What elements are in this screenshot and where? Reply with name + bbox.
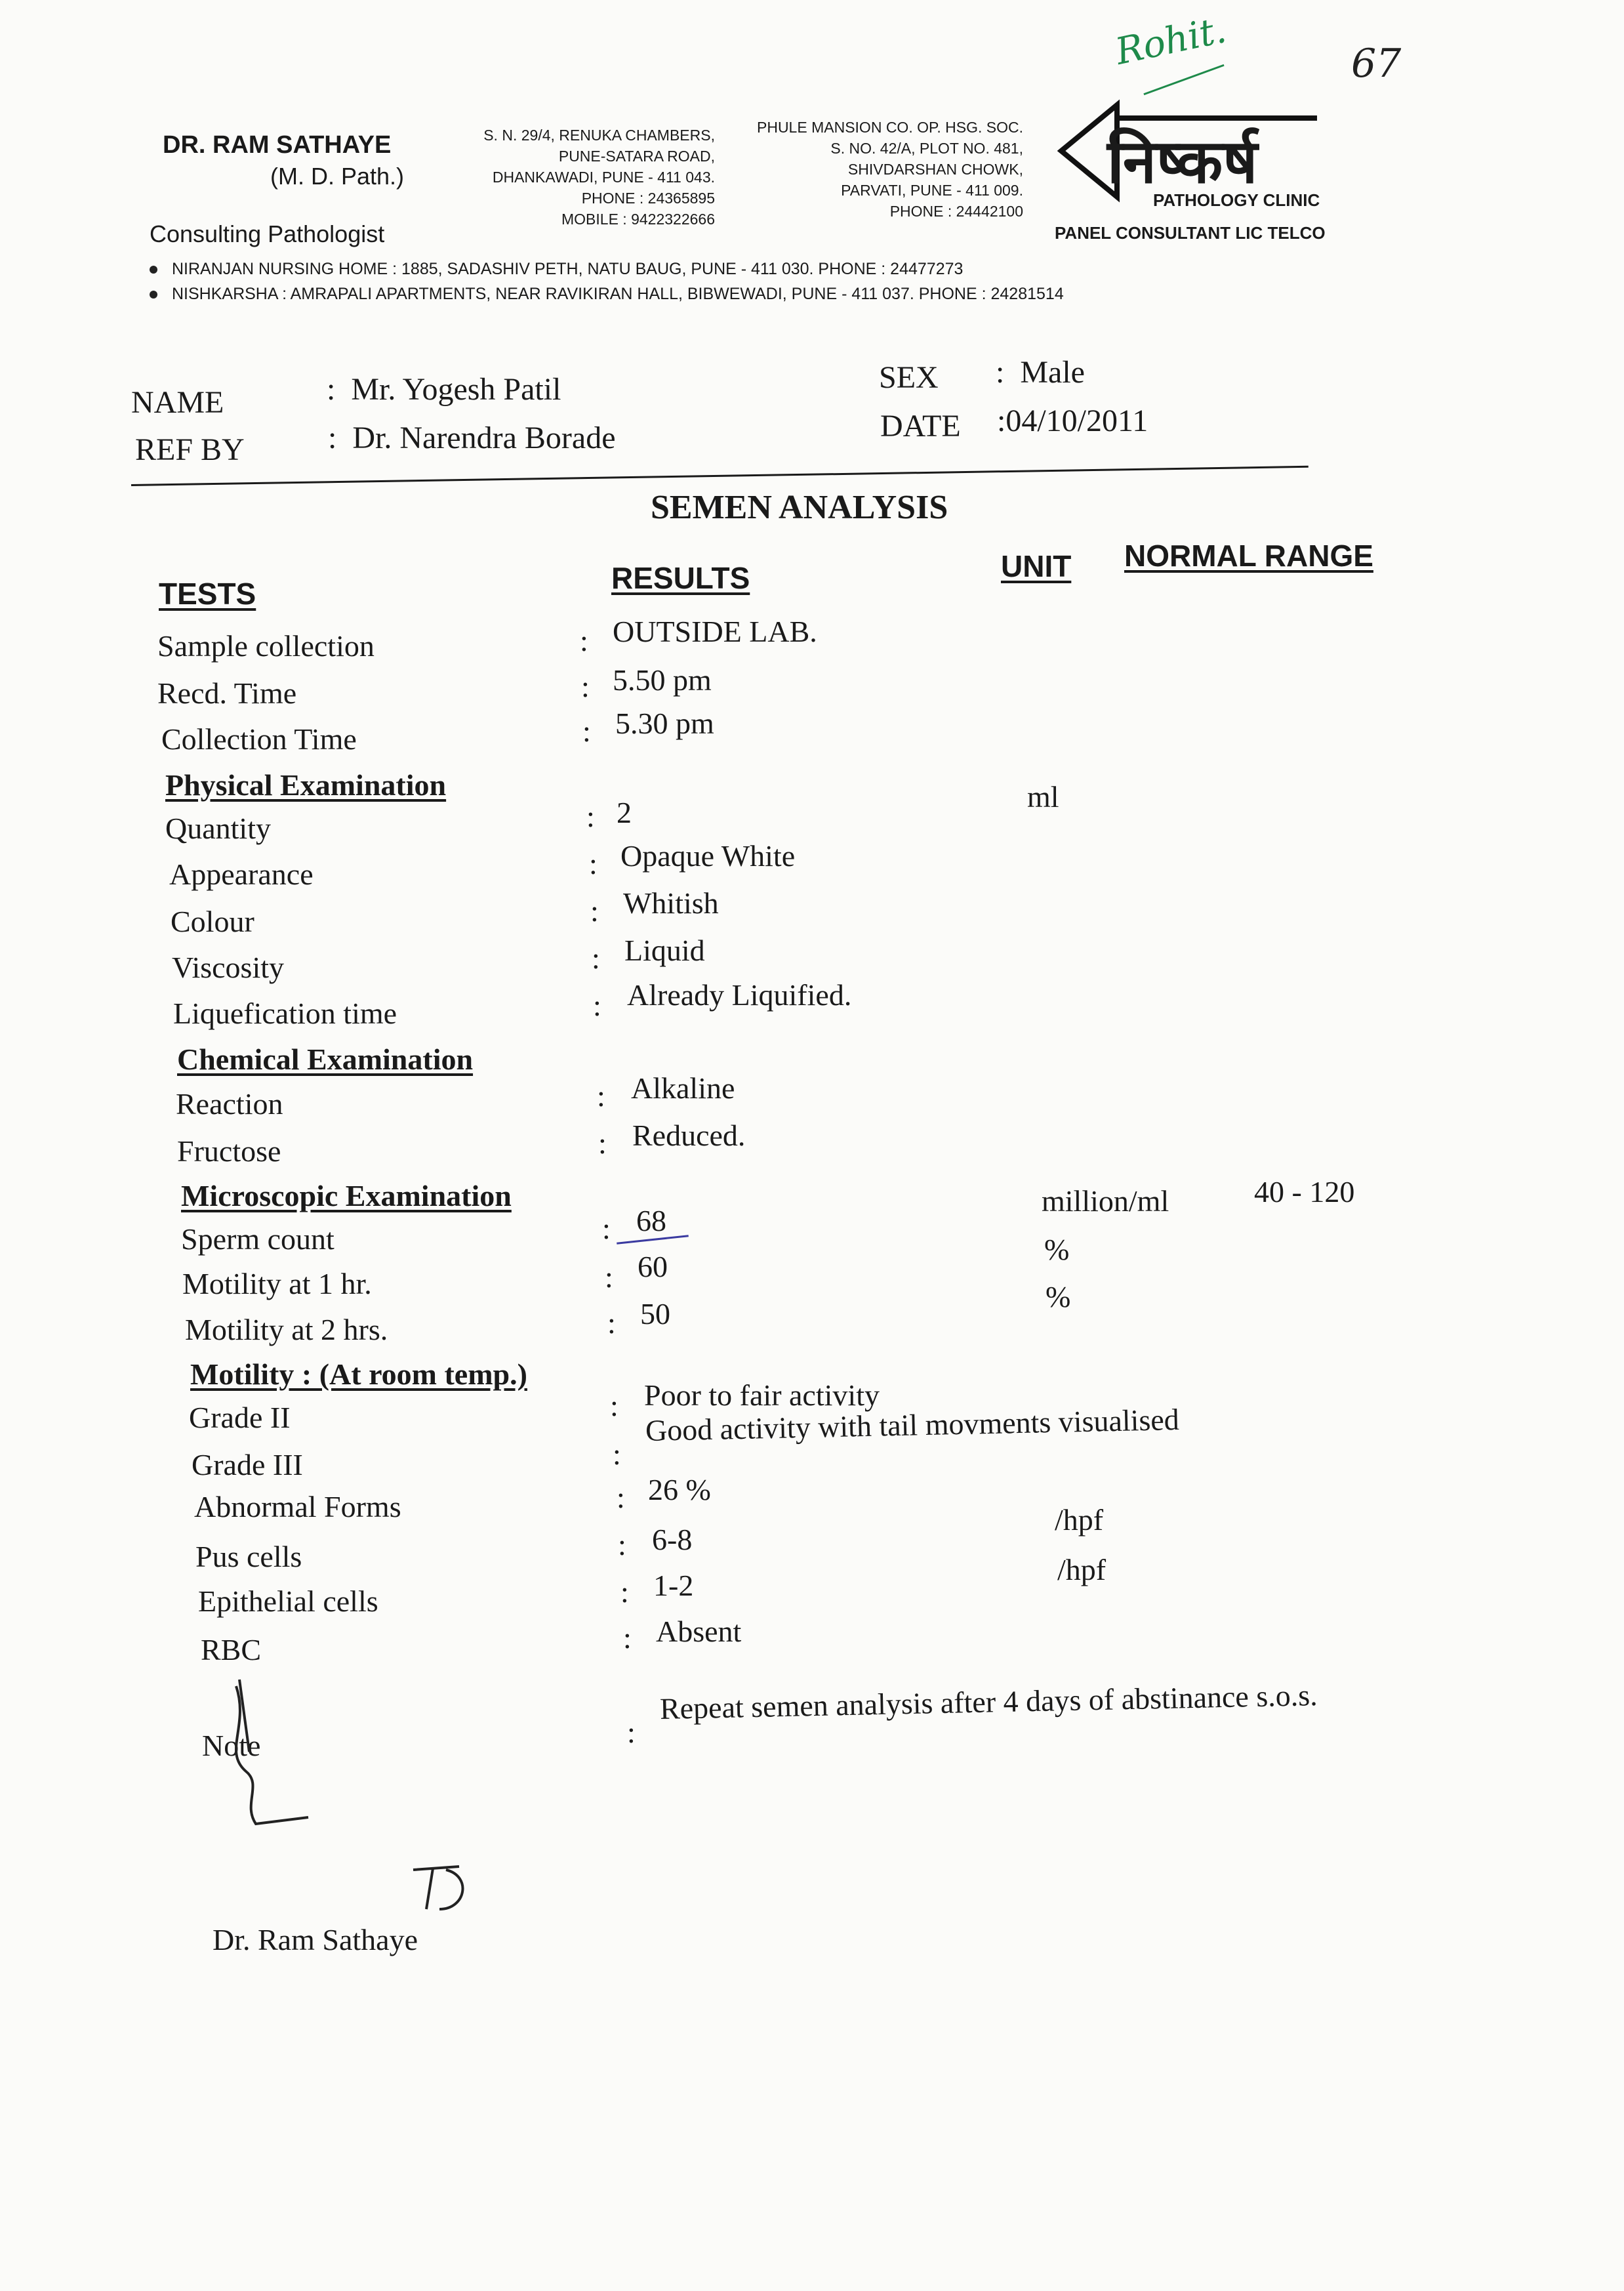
address-block-1: S. N. 29/4, RENUKA CHAMBERS, PUNE-SATARA ROAD, DHANKAWADI, PUNE - 411 043. PHONE : 24365895 MOBILE : 9422322666: [483, 127, 715, 228]
colon: :: [593, 989, 601, 1022]
bullet-icon: [150, 291, 157, 299]
branch-2-text: NISHKARSHA : AMRAPALI APARTMENTS, NEAR RAVIKIRAN HALL, BIBWEWADI, PUNE - 411 037. PHONE : 24281514: [172, 285, 1064, 303]
colon: :: [582, 714, 591, 748]
test-label: Colour: [171, 905, 254, 938]
name-value: : Mr. Yogesh Patil: [327, 372, 561, 407]
section-motility: Motility : (At room temp.): [190, 1357, 527, 1391]
section-physical: Physical Examination: [165, 768, 447, 802]
branch-line-1: [150, 260, 963, 279]
initials-signature-icon: [407, 1857, 479, 1922]
result-value: Alkaline: [631, 1071, 735, 1105]
test-label: Fructose: [177, 1134, 281, 1168]
branch-line-2: [150, 285, 1064, 304]
result-value: 60: [638, 1250, 668, 1283]
date-label: DATE: [880, 409, 961, 444]
handwritten-underline: [1143, 64, 1224, 95]
patient-name: Mr. Yogesh Patil: [351, 372, 561, 407]
col-normal-range: NORMAL RANGE: [1124, 539, 1373, 573]
result-value: Poor to fair activity: [644, 1378, 880, 1412]
test-label: Liquefication time: [173, 997, 397, 1030]
result-value: 2: [617, 796, 632, 829]
test-label: Grade II: [189, 1401, 291, 1434]
report-date: 04/10/2011: [1005, 403, 1148, 438]
colon: :: [580, 624, 588, 657]
result-value: Reduced.: [632, 1119, 746, 1152]
result-value: Whitish: [623, 886, 719, 920]
colon: :: [613, 1437, 621, 1471]
sex-value: : Male: [996, 355, 1085, 390]
panel-consultant: PANEL CONSULTANT LIC TELCO: [1055, 223, 1326, 243]
ref-doctor: Dr. Narendra Borade: [352, 421, 616, 455]
result-value: 26 %: [648, 1473, 711, 1506]
result-value: Liquid: [624, 934, 705, 967]
result-value: Opaque White: [620, 839, 796, 873]
signature-icon: [210, 1673, 321, 1830]
test-label: Reaction: [176, 1087, 283, 1121]
unit-value: ml: [1027, 780, 1059, 814]
doctor-role: Consulting Pathologist: [150, 220, 385, 247]
ref-label: REF BY: [135, 432, 245, 467]
result-value: 5.50 pm: [613, 663, 712, 697]
colon: :: [586, 800, 595, 833]
unit-value: million/ml: [1042, 1184, 1169, 1218]
test-label: Quantity: [165, 812, 271, 845]
section-microscopic: Microscopic Examination: [181, 1179, 512, 1212]
result-value: 1-2: [653, 1569, 694, 1602]
result-value: 50: [640, 1297, 670, 1331]
colon: :: [610, 1389, 619, 1422]
colon: :: [623, 1621, 632, 1655]
col-tests: TESTS: [159, 577, 256, 611]
signatory-name: Dr. Ram Sathaye: [213, 1923, 418, 1956]
sex-label: SEX: [879, 360, 939, 395]
date-value: :04/10/2011: [997, 403, 1148, 438]
ref-value: : Dr. Narendra Borade: [328, 421, 616, 455]
test-label: Motility at 1 hr.: [182, 1267, 372, 1300]
colon: :: [589, 847, 598, 880]
name-label: NAME: [131, 385, 224, 420]
header-divider: [131, 466, 1309, 486]
note-text: Repeat semen analysis after 4 days of abstinance s.o.s.: [659, 1678, 1318, 1725]
test-label: Sperm count: [181, 1222, 335, 1256]
doctor-degree: (M. D. Path.): [270, 163, 405, 190]
result-value: 68: [636, 1204, 666, 1237]
colon: :: [607, 1306, 616, 1340]
test-label: Epithelial cells: [198, 1584, 378, 1618]
colon: :: [592, 941, 600, 975]
page-number: 67: [1351, 41, 1402, 87]
colon: :: [602, 1212, 611, 1245]
colon: :: [617, 1481, 625, 1514]
note-label: Note: [202, 1729, 261, 1762]
colon: :: [598, 1126, 607, 1160]
test-label: Appearance: [169, 857, 314, 891]
test-label: Grade III: [192, 1448, 303, 1481]
colon: :: [581, 670, 590, 703]
colon: :: [627, 1716, 636, 1749]
range-value: 40 - 120: [1254, 1175, 1355, 1208]
report-title: SEMEN ANALYSIS: [651, 489, 948, 526]
clinic-logo: [1055, 98, 1330, 249]
unit-value: /hpf: [1055, 1503, 1104, 1537]
result-value: 6-8: [652, 1523, 693, 1556]
result-value: Absent: [656, 1615, 742, 1648]
handwritten-name: Rohit.: [1112, 9, 1230, 73]
colon: :: [597, 1079, 605, 1113]
test-label: Sample collection: [157, 629, 375, 663]
result-value: Good activity with tail movments visualised: [645, 1402, 1180, 1447]
address-block-2: PHULE MANSION CO. OP. HSG. SOC. S. NO. 42/A, PLOT NO. 481, SHIVDARSHAN CHOWK, PARVATI, PUNE - 411 009. PHONE : 24442100: [757, 119, 1023, 220]
doctor-name: DR. RAM SATHAYE: [163, 131, 392, 159]
logo-text: निष्कर्ष: [1107, 127, 1258, 197]
colon: :: [605, 1260, 613, 1294]
colon: :: [618, 1528, 626, 1561]
test-label: Motility at 2 hrs.: [185, 1313, 388, 1346]
branch-1-text: NIRANJAN NURSING HOME : 1885, SADASHIV PETH, NATU BAUG, PUNE - 411 030. PHONE : 24477273: [172, 260, 964, 278]
section-chemical: Chemical Examination: [177, 1042, 474, 1076]
unit-value: %: [1045, 1280, 1071, 1313]
test-label: RBC: [201, 1633, 262, 1666]
test-label: Pus cells: [195, 1540, 302, 1573]
colon: :: [590, 894, 599, 928]
test-label: Abnormal Forms: [194, 1490, 401, 1523]
col-unit: UNIT: [1001, 549, 1072, 583]
patient-sex: Male: [1020, 355, 1085, 390]
colon: :: [620, 1575, 629, 1609]
unit-value: /hpf: [1057, 1553, 1106, 1586]
logo-subtitle: PATHOLOGY CLINIC: [1153, 190, 1320, 210]
result-value: OUTSIDE LAB.: [613, 615, 817, 648]
col-results: RESULTS: [611, 561, 750, 595]
unit-value: %: [1044, 1233, 1070, 1266]
test-label: Viscosity: [172, 951, 285, 984]
test-label: Recd. Time: [157, 676, 297, 710]
bullet-icon: [150, 266, 157, 274]
result-value: 5.30 pm: [615, 707, 714, 740]
test-label: Collection Time: [161, 722, 357, 756]
result-value: Already Liquified.: [627, 978, 852, 1012]
